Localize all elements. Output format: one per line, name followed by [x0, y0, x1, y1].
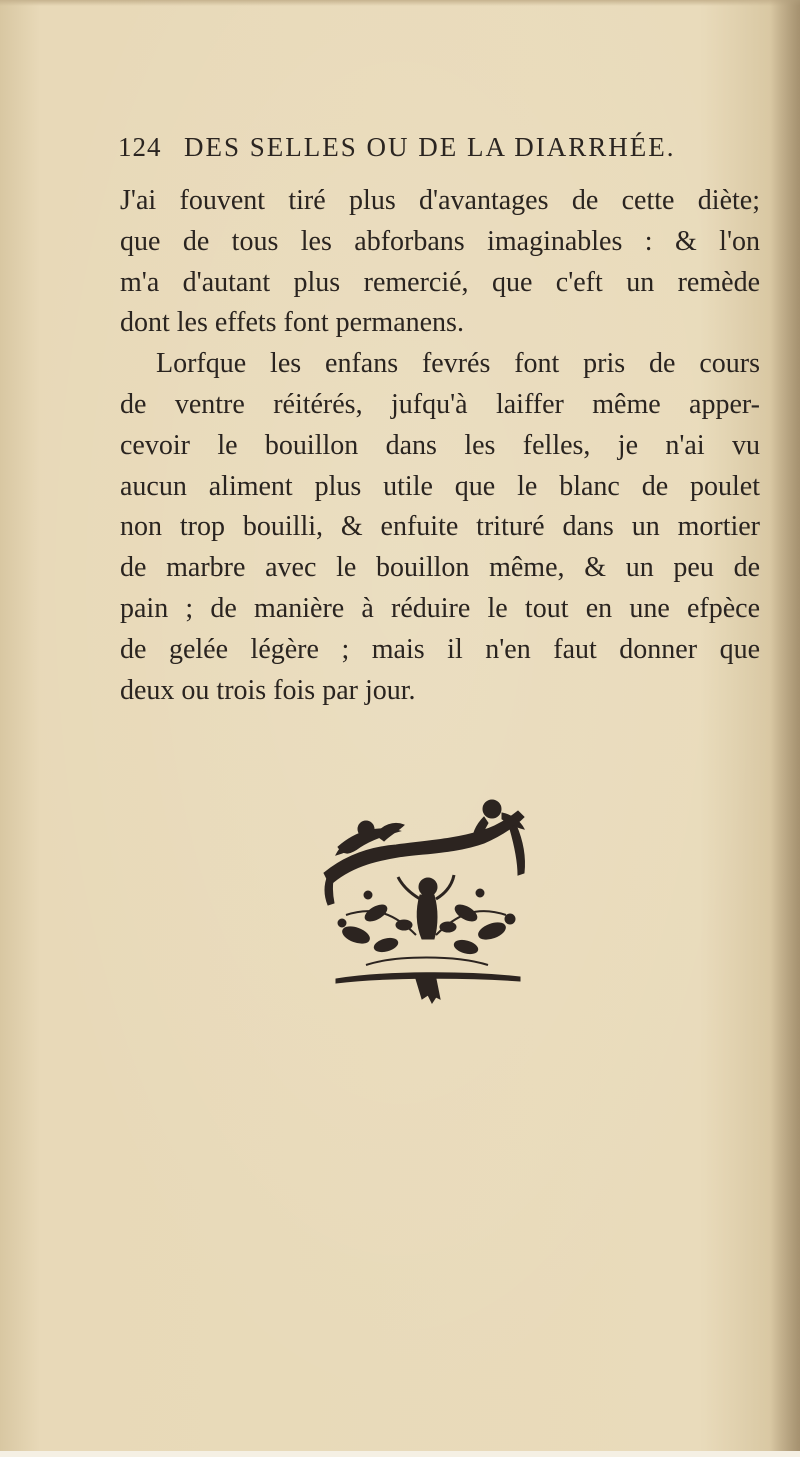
text-line: dont les effets font permanens.: [120, 307, 464, 339]
text-line: m'a d'autant plus remercié, que c'eft un remède: [120, 266, 760, 298]
text-line: de gelée légère ; mais il n'en faut donner que: [120, 633, 760, 665]
paragraph-start-line: Lorfque les enfans fevrés font pris de cours: [156, 348, 760, 380]
text-line: non trop bouilli, & enfuite trituré dans un mortier: [120, 511, 760, 543]
body-text: [120, 181, 760, 711]
running-head: DES SELLES OU DE LA DIARRHÉE.: [184, 132, 676, 162]
page-top-edge: [0, 0, 800, 6]
text-line: pain ; de manière à réduire le tout en une efpèce: [120, 592, 760, 624]
page-number: 124: [118, 132, 162, 162]
text-line: J'ai fouvent tiré plus d'avantages de cette diète;: [120, 185, 760, 216]
text-line: aucun aliment plus utile que le blanc de poulet: [120, 470, 760, 502]
page-binding-shadow: [770, 0, 800, 1457]
page-header: [118, 132, 768, 172]
text-line: de marbre avec le bouillon même, & un peu de: [120, 552, 760, 584]
text-line: deux ou trois fois par jour.: [120, 674, 416, 706]
cherub-garland-vignette-icon: [316, 795, 538, 1010]
text-line: cevoir le bouillon dans les felles, je n'ai vu: [120, 429, 760, 461]
text-line: de ventre réitérés, jufqu'à laiffer même apper-: [120, 388, 760, 420]
text-line: que de tous les abforbans imaginables : & l'on: [120, 225, 760, 257]
page-bottom-edge: [0, 1451, 800, 1457]
